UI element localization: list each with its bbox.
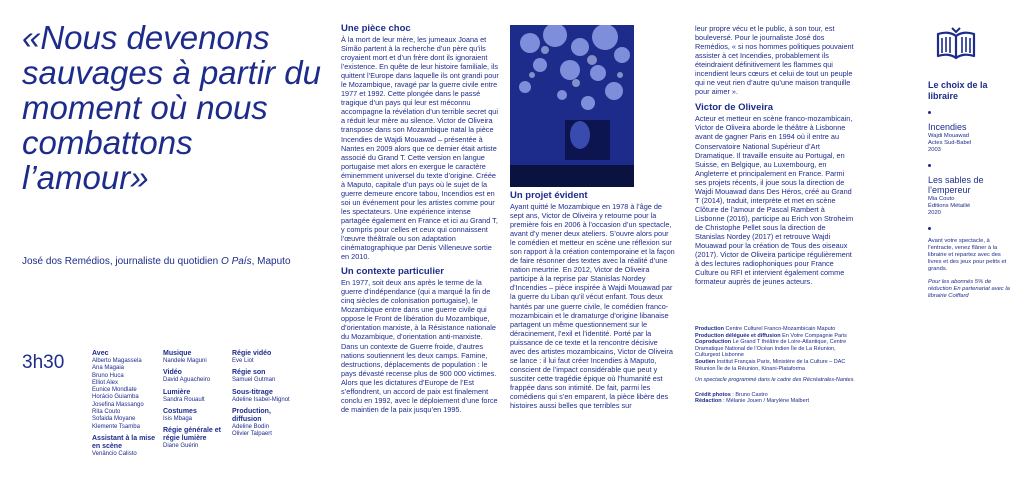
- production-credits: [695, 326, 855, 405]
- pull-quote: «Nous devenons sauvages à partir du moment où nous combattons l’amour»: [22, 19, 322, 196]
- credit-light: [163, 389, 227, 404]
- production-label: Rédaction: [695, 398, 722, 405]
- credit-names: Samuel Gutman: [232, 377, 276, 384]
- credit-names: David Aguacheiro: [163, 377, 211, 384]
- article-column-3: [695, 24, 855, 286]
- sidebar: [928, 80, 1014, 300]
- credit-role: Vidéo: [163, 369, 182, 377]
- section-title: Un projet évident: [510, 190, 588, 201]
- bullet-dot: [928, 227, 931, 230]
- credit-music: [163, 350, 227, 365]
- credit-names: Isis Mbaga: [163, 415, 193, 422]
- credit-video-control: [232, 350, 300, 365]
- production-text: En Votre Compagnie Paris: [780, 332, 847, 339]
- book-meta: Mia Couto Éditions Métailié 2020: [928, 195, 971, 216]
- credit-names: Nandele Maguni: [163, 358, 207, 364]
- bullet-dot: [928, 111, 931, 114]
- article-column-2: [510, 191, 675, 410]
- production-text: Institut Français Paris, Ministère de la Culture – DAC Réunion Île de la Réunion, Kinani-Plataforma: [695, 358, 846, 372]
- subscriber-discount: Pour les abonnés 5% de réduction En partenariat avec la librairie Coiffard: [928, 278, 1010, 299]
- credits-column-2: [163, 350, 227, 454]
- section-text: Ayant quitté le Mozambique en 1978 à l’âge de sept ans, Victor de Oliveira y retourne pour la première fois en 2006 à l’occasion d’un spectacle, avant d’y mener deux ateliers. S’ouvre alors pour le comédien et metteur en scène une réflexion sur son rapport à la création contemporaine et la façon de faire résonner des textes avec la réalité d’une nation meurtrie. En 2012, Victor de Oliveira participe à la reprise par Stanislas Nordey d’Incendies – pièce inspirée à Wajdi Mouawad par la guerre du Liban qu’il vécut enfant. Tous deux hantés par une guerre civile, le comédien franco-mozambicain et le dramaturge d’origine libanaise partagent un même questionnement sur le déracinement, l’exil et l’identité. Porté par la puissance de ce texte et la rencontre décisive avec des artistes mozambicains, Victor de Oliveira se lance : il lui faut créer Incendies à Maputo, conscient de l’impact considérable que peut y susciter cette tragédie épique où l’humanité est frappée dans son intimité. De fait, parmi les comédiens qui s’en emparent, la pièce libère des histoires aussi belles que terribles sur: [510, 202, 675, 411]
- credit-names: Adeline Isabel-Mignot: [232, 396, 290, 403]
- quote-attribution: [22, 256, 322, 268]
- attribution-paper: O País: [221, 256, 252, 267]
- production-line: [695, 326, 855, 333]
- section-text: À la mort de leur mère, les jumeaux Joana et Simão partent à la recherche d’un père qu’ils croyaient mort et d’un frère dont ils ignoraient l’existence. En quête de leur histoire familiale, ils quittent l’Europe dans laquelle ils ont grandi pour le Mozambique, ravagé par la guerre civile entre 1977 et 1992. Cette plongée dans le passé tragique d’un pays qui leur est méconnu accompagne la révélation d’un terrible secret qui a réduit leur mère au silence. Victor de Oliveira transpose dans son Mozambique natal la pièce Incendies de Wajdi Mouawad – présentée à Nantes en 2009 alors que ce dernier était artiste associé du Grand T. Cette version en langue portugaise met alors en exergue le caractère éminemment universel du texte d’origine. Créée à Maputo, capitale d’un pays où le sujet de la guerre demeure encore tabou, Incendios est en soi un événement pour les artistes comme pour les spectateurs. Une expérience intense partagée également en France et ici au Grand T, y compris pour celles et ceux qui connaissent l’œuvre théâtrale ou son adaptation cinématographique par Denis Villeneuve sortie en 2010.: [341, 35, 499, 262]
- credit-role: Production, diffusion: [232, 407, 271, 423]
- credit-cast: [92, 350, 158, 431]
- production-label: Soutien: [695, 358, 716, 365]
- credit-subtitles: [232, 389, 300, 404]
- credit-stage-manager: [163, 427, 227, 450]
- credit-names: Sandra Rouault: [163, 396, 205, 403]
- programme-note: [695, 377, 855, 384]
- book-meta: Wajdi Mouawad Actes Sud-Babel 2003: [928, 132, 972, 153]
- credit-costumes: [163, 408, 227, 423]
- credit-assistant: [92, 435, 158, 458]
- credit-names: Adeline Bodin Olivier Talpaert: [232, 423, 272, 438]
- stage-photo: [510, 25, 634, 187]
- credit-sound: [232, 369, 300, 384]
- credit-role: Costumes: [163, 407, 197, 415]
- credit-role: Régie générale et régie lumière: [163, 427, 221, 443]
- book-title: Les sables de l’empereur: [928, 174, 984, 195]
- section-title: Un contexte particulier: [341, 266, 444, 278]
- attribution-place: , Maputo: [251, 256, 291, 267]
- duration: 3h30: [22, 352, 65, 373]
- attribution-name: José dos Remédios, journaliste du quotidien: [22, 256, 222, 267]
- production-label: Coproduction: [695, 339, 732, 346]
- production-line: [695, 392, 855, 399]
- production-text: Centre Culturel Franco-Mozambicain Maputo: [724, 326, 836, 332]
- bullet-dot: [928, 164, 931, 167]
- credit-role: Régie son: [232, 369, 266, 377]
- photo-illustration: [510, 25, 634, 187]
- credits-column-1: [92, 350, 158, 462]
- section-title: Victor de Oliveira: [695, 102, 773, 114]
- credit-role: Régie vidéo: [232, 350, 272, 357]
- bookshop-note: Avant votre spectacle, à l’entracte, venez flâner à la librairie et repartez avec des livres et des jeux pour petits et grands.: [928, 237, 1007, 272]
- production-line: [695, 398, 855, 405]
- production-line: [695, 359, 855, 372]
- programme-note-text: Un spectacle programmé dans le cadre des Récréatrales-Nantes.: [695, 377, 855, 384]
- open-book-icon: [934, 24, 978, 64]
- credit-role: Lumière: [163, 388, 191, 396]
- credit-names: Alberto Magassela Ana Magaia Bruno Huca Elliot Alex Eunice Mondlate Horácio Guiamba Josefina Massango Rita Couto Sofaida Moyane Klemente Tsamba: [92, 358, 144, 430]
- credit-names: Venâncio Calisto: [92, 450, 137, 457]
- credit-role: Assistant à la mise en scène: [92, 434, 156, 450]
- production-label: Production: [695, 326, 725, 332]
- production-line: [695, 333, 855, 340]
- credit-names: Diane Guérin: [163, 443, 199, 450]
- credit-production: [232, 408, 300, 439]
- credit-role: Avec: [92, 350, 109, 357]
- production-text: Le Grand T théâtre de Loire-Atlantique, Centre Dramatique National de l’Océan Indien Île de La Réunion, Culturgest Lisbonne: [695, 339, 847, 359]
- section-text: leur propre vécu et le public, à son tour, est bouleversé. Pour le journaliste José dos Remédios, « si nos hommes politiques pouvaient assister à cet Incendies, probablement ils éteindraient définitivement les flammes qui incendient leurs cœurs et celui de tout un peuple qui ne veut rien d’autre qu’une maison tranquille pour aimer ».: [695, 24, 854, 97]
- production-label: Crédit photos: [695, 391, 731, 398]
- sidebar-heading: Le choix de la libraire: [928, 80, 988, 101]
- production-line: [695, 339, 855, 359]
- book-title: Incendies: [928, 122, 967, 132]
- article-column-1: [341, 24, 501, 414]
- production-text: : Mélanie Jouen / Marylène Malbert: [721, 398, 810, 405]
- production-label: Production déléguée et diffusion: [695, 332, 781, 339]
- section-title: Une pièce choc: [341, 23, 411, 34]
- section-text: En 1977, soit deux ans après le terme de la guerre d’indépendance (qui a marqué la fin de cinq siècles de colonisation portugaise), le Mozambique entre dans une guerre civile qui oppose le Front de libération du Mozambique, d’orientation marxiste, à la Résistance nationale du Mozambique, d’orientation anti-marxiste. Dans un contexte de Guerre froide, d’autres nations soutiennent les deux camps. Famine, destructions, déplacements de population : le pays dévasté recense plus de 900 000 victimes. Alors que les dictatures d’Europe de l’Est s’effondrent, un accord de paix est finalement conclu en 1992, avec le déploiement d’une force de maintien de la paix jusqu’en 1995.: [341, 278, 498, 414]
- credits-column-3: [232, 350, 300, 442]
- section-text: Acteur et metteur en scène franco-mozambicain, Victor de Oliveira aborde le théâtre à Lisbonne avant de gagner Paris en 1994 où il entre au Conservatoire National Supérieur d’Art Dramatique. Il travaille ensuite au Portugal, en Suisse, en Belgique, au Luxembourg, en Angleterre et principalement en France. Parmi ses projets récents, il joue sous la direction de Wajdi Mouawad dans Des Héros, créé au Grand T (2014), traduit, interprète et met en scène Clôture de l’amour de Pascal Rambert à Lisbonne (2016), participe au Erich von Stroheim de Christophe Pellet sous la direction de Stanislas Nordey (2017) et retrouve Wajdi Mouawad pour la création de Tous des oiseaux (2017). Victor de Oliveira participe régulièrement à des lectures radiophoniques pour France Culture ou RFI et intervient également comme formateur auprès de jeunes acteurs.: [695, 114, 854, 287]
- production-text: : Bruno Castro: [730, 391, 768, 398]
- credit-role: Musique: [163, 350, 192, 357]
- credit-video: [163, 369, 227, 384]
- credit-names: Eve Liot: [232, 358, 254, 364]
- credit-role: Sous-titrage: [232, 388, 273, 396]
